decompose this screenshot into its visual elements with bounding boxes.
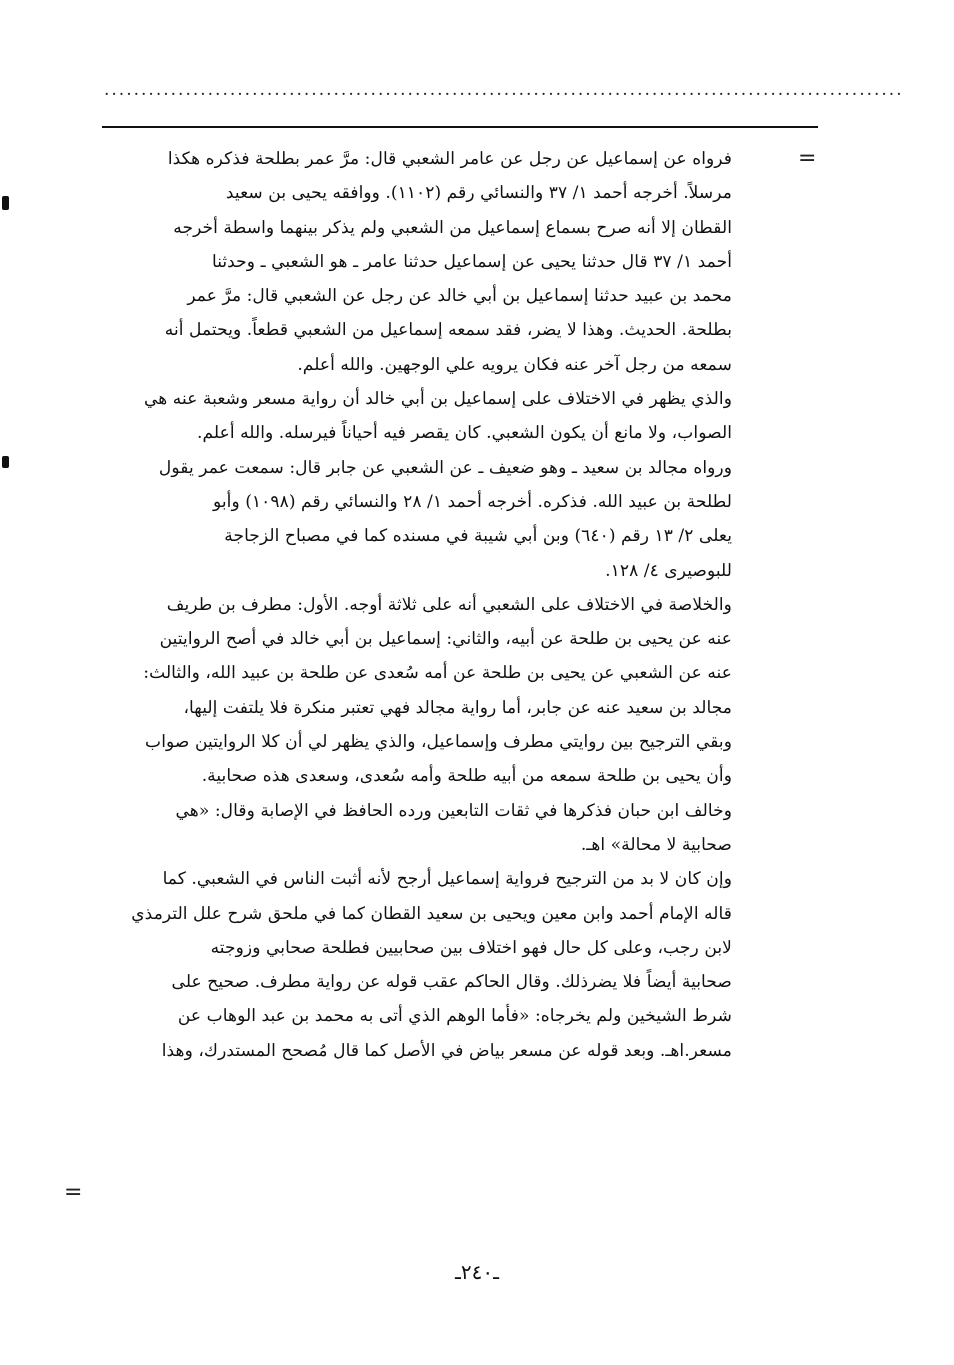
continuation-mark-bottom: =	[64, 1180, 83, 1205]
text-line: لابن رجب، وعلى كل حال فهو اختلاف بين صحابيين فطلحة صحابي وزوجته	[210, 937, 732, 958]
text-line: عنه عن يحيى بن طلحة عن أبيه، والثاني: إسماعيل بن أبي خالد في أصح الروايتين	[159, 629, 732, 650]
text-line: محمد بن عبيد حدثنا إسماعيل بن أبي خالد عن رجل عن الشعبي قال: مرَّ عمر	[187, 286, 732, 307]
text-line: والذي يظهر في الاختلاف على إسماعيل بن أبي خالد أن رواية مسعر وشعبة عنه هي	[143, 389, 732, 410]
text-line: قاله الإمام أحمد وابن معين ويحيى بن سعيد القطان كما في ملحق شرح علل الترمذي	[131, 903, 732, 924]
scan-edge-mark	[2, 456, 9, 468]
text-line: لطلحة بن عبيد الله. فذكره. أخرجه أحمد ١/ ٢٨ والنسائي رقم (١٠٩٨) وأبو	[213, 491, 732, 512]
text-line: وإن كان لا بد من الترجيح فرواية إسماعيل أرجح لأنه أثبت الناس في الشعبي. كما	[162, 869, 732, 890]
text-line: والخلاصة في الاختلاف على الشعبي أنه على ثلاثة أوجه. الأول: مطرف بن طريف	[166, 594, 732, 615]
text-line: للبوصيرى ٤/ ١٢٨.	[605, 560, 732, 581]
continuation-mark-top: =	[798, 146, 817, 171]
scan-edge-mark	[2, 196, 9, 210]
text-line: أحمد ١/ ٣٧ قال حدثنا يحيى عن إسماعيل حدثنا عامر ـ هو الشعبي ـ وحدثنا	[211, 251, 732, 272]
text-line: صحابية لا محالة» اهـ.	[580, 834, 732, 855]
text-line: وأن يحيى بن طلحة سمعه من أبيه طلحة وأمه سُعدى، وسعدى هذه صحابية.	[201, 766, 732, 787]
text-line: عنه عن الشعبي عن يحيى بن طلحة عن أمه سُعدى عن طلحة بن عبيد الله، والثالث:	[143, 663, 732, 684]
text-line: القطان إلا أنه صرح بسماع إسماعيل من الشعبي ولم يذكر بينهما واسطة أخرجه	[173, 217, 732, 238]
text-line: يعلى ٢/ ١٣ رقم (٦٤٠) وبن أبي شيبة في مسنده كما في مصباح الزجاجة	[224, 526, 732, 547]
text-line: مسعر.اهـ. وبعد قوله عن مسعر بياض في الأصل كما قال مُصحح المستدرك، وهذا	[161, 1040, 732, 1061]
text-line: مجالد بن سعيد عنه عن جابر، أما رواية مجالد فهي تعتبر منكرة فلا يلتفت إليها،	[183, 697, 732, 718]
text-line: صحابية أيضاً فلا يضرذلك. وقال الحاكم عقب قوله عن رواية مطرف. صحيح على	[171, 972, 732, 993]
text-line: سمعه من رجل آخر عنه فكان يرويه علي الوجهين. والله أعلم.	[297, 354, 732, 375]
text-line: وخالف ابن حبان فذكرها في ثقات التابعين ورده الحافظ في الإصابة وقال: «هي	[175, 800, 732, 821]
text-line: فرواه عن إسماعيل عن رجل عن عامر الشعبي قال: مرَّ عمر بطلحة فذكره هكذا	[167, 149, 732, 169]
header-rule	[102, 126, 818, 128]
footnote-body	[100, 142, 732, 1068]
text-line: ورواه مجالد بن سعيد ـ وهو ضعيف ـ عن الشعبي عن جابر قال: سمعت عمر يقول	[158, 457, 732, 478]
text-line: وبقي الترجيح بين روايتي مطرف وإسماعيل، والذي يظهر لي أن كلا الروايتين صواب	[145, 732, 732, 753]
dotted-header: ............................................................................................................	[104, 80, 904, 100]
page-number: ـ٢٤٠ـ	[455, 1260, 499, 1284]
text-line: مرسلاً. أخرجه أحمد ١/ ٣٧ والنسائي رقم (١١٠٢). ووافقه يحيى بن سعيد	[225, 183, 732, 204]
text-line: شرط الشيخين ولم يخرجاه: «فأما الوهم الذي أتى به محمد بن عبد الوهاب عن	[177, 1006, 732, 1027]
text-line: بطلحة. الحديث. وهذا لا يضر، فقد سمعه إسماعيل من الشعبي قطعاً. ويحتمل أنه	[164, 320, 732, 341]
text-line: الصواب، ولا مانع أن يكون الشعبي. كان يقصر فيه أحياناً فيرسله. والله أعلم.	[197, 423, 732, 444]
